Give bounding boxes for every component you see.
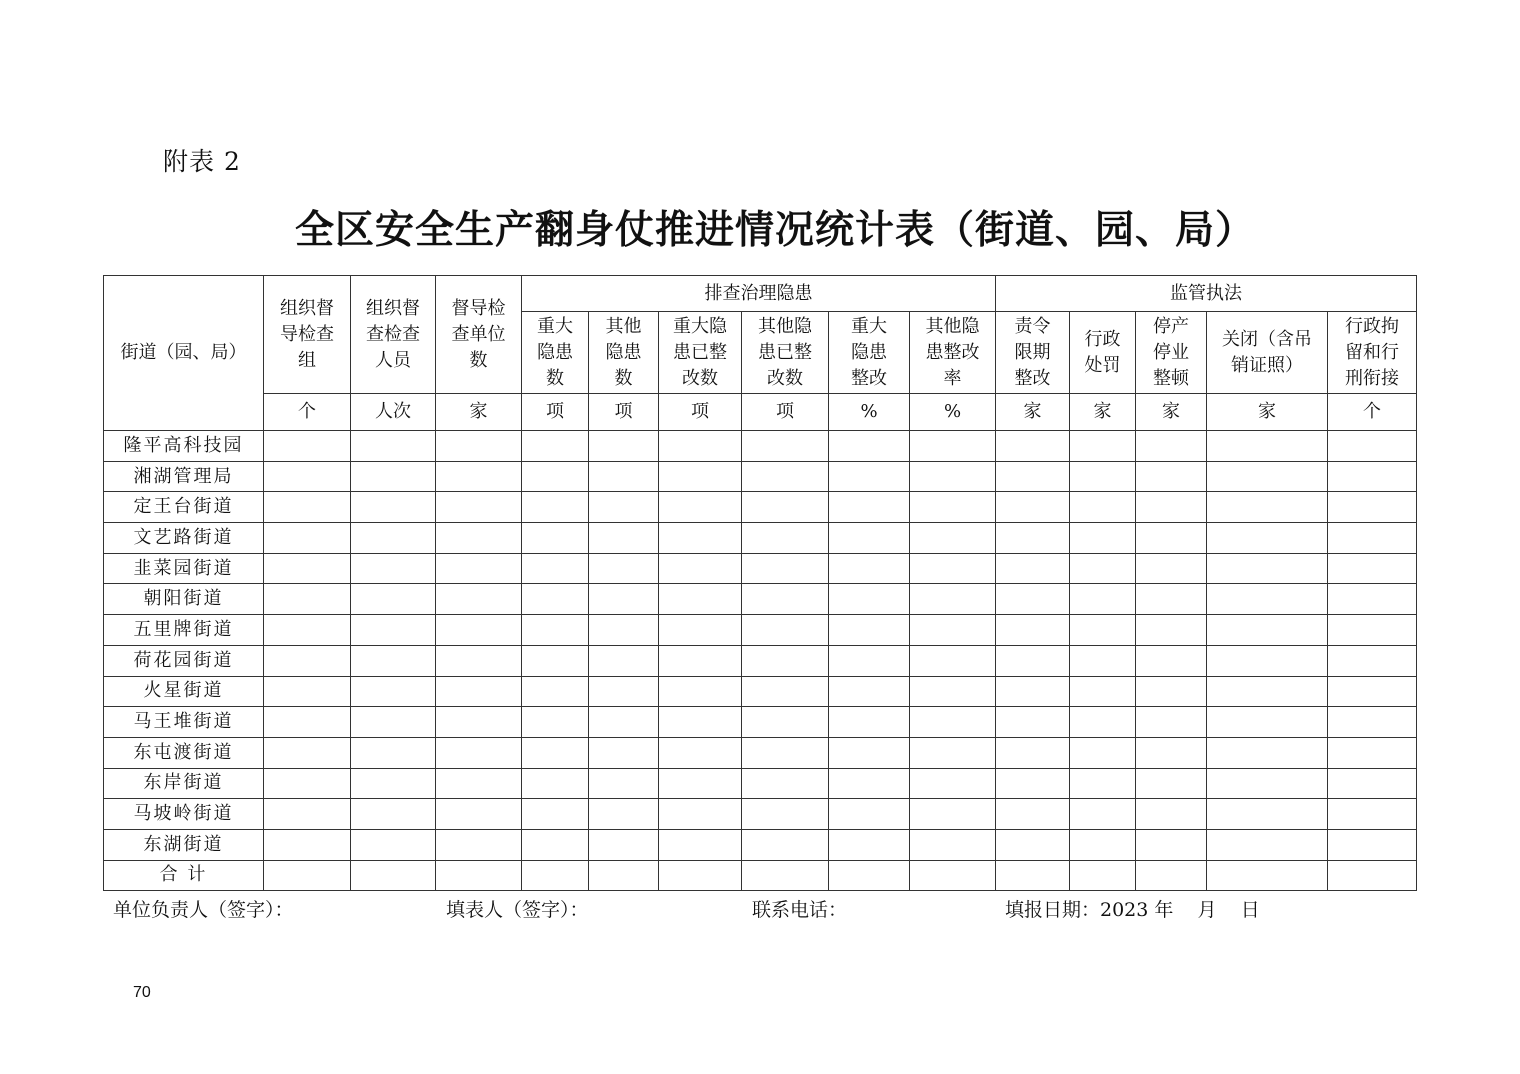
data-cell[interactable] xyxy=(522,645,589,676)
data-cell[interactable] xyxy=(996,584,1070,615)
row-name-cell: 湘湖管理局 xyxy=(104,461,264,492)
data-cell[interactable] xyxy=(996,860,1070,891)
data-cell[interactable] xyxy=(522,676,589,707)
data-cell[interactable] xyxy=(996,707,1070,738)
data-cell[interactable] xyxy=(742,615,829,646)
data-cell[interactable] xyxy=(659,645,742,676)
data-cell[interactable] xyxy=(1070,523,1136,554)
data-cell[interactable] xyxy=(742,461,829,492)
unit-cell: 个 xyxy=(1328,394,1417,431)
report-date-label: 填报日期：2023 年 月 日 xyxy=(1005,899,1260,921)
column-header: 重大 隐患 数 xyxy=(522,312,589,394)
data-cell[interactable] xyxy=(829,799,910,830)
data-cell[interactable] xyxy=(742,799,829,830)
data-cell[interactable] xyxy=(1070,645,1136,676)
row-name-cell: 合 计 xyxy=(104,860,264,891)
column-header: 停产 停业 整顿 xyxy=(1136,312,1207,394)
column-header: 督导检 查单位 数 xyxy=(436,276,522,394)
row-name-cell: 朝阳街道 xyxy=(104,584,264,615)
data-cell[interactable] xyxy=(1070,584,1136,615)
table-row xyxy=(104,737,1417,768)
data-cell[interactable] xyxy=(264,461,351,492)
data-cell[interactable] xyxy=(910,523,996,554)
data-cell[interactable] xyxy=(829,431,910,462)
data-cell[interactable] xyxy=(910,553,996,584)
data-cell[interactable] xyxy=(436,799,522,830)
data-cell[interactable] xyxy=(264,431,351,462)
row-name-cell: 东屯渡街道 xyxy=(104,737,264,768)
data-cell[interactable] xyxy=(351,829,436,860)
data-cell[interactable] xyxy=(264,860,351,891)
data-cell[interactable] xyxy=(910,799,996,830)
data-cell[interactable] xyxy=(1070,615,1136,646)
data-cell[interactable] xyxy=(351,799,436,830)
data-cell[interactable] xyxy=(351,584,436,615)
data-cell[interactable] xyxy=(1070,431,1136,462)
column-header: 组织督 查检查 人员 xyxy=(351,276,436,394)
page-number: 70 xyxy=(133,984,151,1001)
row-header-cell: 街道（园、局） xyxy=(104,276,264,431)
data-cell[interactable] xyxy=(910,645,996,676)
data-cell[interactable] xyxy=(910,676,996,707)
data-cell[interactable] xyxy=(589,737,659,768)
unit-cell: 人次 xyxy=(351,394,436,431)
data-cell[interactable] xyxy=(1136,676,1207,707)
data-cell[interactable] xyxy=(742,829,829,860)
data-cell[interactable] xyxy=(589,645,659,676)
data-cell[interactable] xyxy=(1328,523,1417,554)
data-cell[interactable] xyxy=(996,676,1070,707)
column-header: 行政拘 留和行 刑衔接 xyxy=(1328,312,1417,394)
data-cell[interactable] xyxy=(264,737,351,768)
data-cell[interactable] xyxy=(589,615,659,646)
data-cell[interactable] xyxy=(829,676,910,707)
data-cell[interactable] xyxy=(829,829,910,860)
data-cell[interactable] xyxy=(1070,768,1136,799)
unit-cell: 家 xyxy=(996,394,1070,431)
data-cell[interactable] xyxy=(522,737,589,768)
data-cell[interactable] xyxy=(351,615,436,646)
data-cell[interactable] xyxy=(1136,645,1207,676)
data-cell[interactable] xyxy=(1328,553,1417,584)
data-cell[interactable] xyxy=(264,707,351,738)
data-cell[interactable] xyxy=(996,768,1070,799)
data-cell[interactable] xyxy=(1207,553,1328,584)
data-cell[interactable] xyxy=(829,737,910,768)
data-cell[interactable] xyxy=(659,492,742,523)
unit-cell: % xyxy=(829,394,910,431)
data-cell[interactable] xyxy=(1328,584,1417,615)
data-cell[interactable] xyxy=(436,431,522,462)
data-cell[interactable] xyxy=(910,461,996,492)
data-cell[interactable] xyxy=(910,707,996,738)
header-row-units xyxy=(104,394,1417,431)
contact-phone-label: 联系电话： xyxy=(752,899,848,921)
data-cell[interactable] xyxy=(659,584,742,615)
data-cell[interactable] xyxy=(910,737,996,768)
data-cell[interactable] xyxy=(351,707,436,738)
data-cell[interactable] xyxy=(1070,676,1136,707)
data-cell[interactable] xyxy=(351,492,436,523)
data-cell[interactable] xyxy=(1136,553,1207,584)
data-cell[interactable] xyxy=(659,523,742,554)
unit-cell: 项 xyxy=(589,394,659,431)
data-cell[interactable] xyxy=(589,492,659,523)
data-cell[interactable] xyxy=(1207,523,1328,554)
data-cell[interactable] xyxy=(742,645,829,676)
data-cell[interactable] xyxy=(829,707,910,738)
row-name-cell: 马坡岭街道 xyxy=(104,799,264,830)
table-row xyxy=(104,553,1417,584)
unit-cell: 家 xyxy=(436,394,522,431)
table-row xyxy=(104,492,1417,523)
data-cell[interactable] xyxy=(742,492,829,523)
data-cell[interactable] xyxy=(589,829,659,860)
data-cell[interactable] xyxy=(1207,707,1328,738)
data-cell[interactable] xyxy=(1328,799,1417,830)
data-cell[interactable] xyxy=(589,584,659,615)
data-cell[interactable] xyxy=(742,553,829,584)
data-cell[interactable] xyxy=(659,707,742,738)
data-cell[interactable] xyxy=(829,768,910,799)
table-row xyxy=(104,799,1417,830)
data-cell[interactable] xyxy=(996,523,1070,554)
data-cell[interactable] xyxy=(1328,615,1417,646)
data-cell[interactable] xyxy=(351,645,436,676)
table-row xyxy=(104,645,1417,676)
data-cell[interactable] xyxy=(1207,768,1328,799)
data-cell[interactable] xyxy=(436,553,522,584)
data-cell[interactable] xyxy=(264,553,351,584)
data-cell[interactable] xyxy=(996,461,1070,492)
data-cell[interactable] xyxy=(1070,492,1136,523)
data-cell[interactable] xyxy=(1136,461,1207,492)
row-name-cell: 定王台街道 xyxy=(104,492,264,523)
data-cell[interactable] xyxy=(996,553,1070,584)
data-cell[interactable] xyxy=(1328,737,1417,768)
data-cell[interactable] xyxy=(829,492,910,523)
data-cell[interactable] xyxy=(1136,584,1207,615)
data-cell[interactable] xyxy=(351,523,436,554)
data-cell[interactable] xyxy=(589,431,659,462)
data-cell[interactable] xyxy=(1328,768,1417,799)
data-cell[interactable] xyxy=(742,860,829,891)
data-cell[interactable] xyxy=(264,523,351,554)
data-cell[interactable] xyxy=(436,584,522,615)
data-cell[interactable] xyxy=(522,523,589,554)
data-cell[interactable] xyxy=(1070,737,1136,768)
data-cell[interactable] xyxy=(996,737,1070,768)
data-cell[interactable] xyxy=(659,860,742,891)
header-row-groups xyxy=(104,276,1417,312)
data-cell[interactable] xyxy=(1136,829,1207,860)
data-cell[interactable] xyxy=(264,584,351,615)
data-cell[interactable] xyxy=(522,768,589,799)
data-cell[interactable] xyxy=(589,768,659,799)
data-cell[interactable] xyxy=(589,707,659,738)
data-cell[interactable] xyxy=(742,523,829,554)
data-cell[interactable] xyxy=(436,860,522,891)
data-cell[interactable] xyxy=(659,615,742,646)
data-cell[interactable] xyxy=(829,523,910,554)
data-cell[interactable] xyxy=(1207,676,1328,707)
data-cell[interactable] xyxy=(1070,829,1136,860)
unit-cell: 项 xyxy=(742,394,829,431)
row-name-cell: 韭菜园街道 xyxy=(104,553,264,584)
data-cell[interactable] xyxy=(829,860,910,891)
table-row xyxy=(104,523,1417,554)
column-header: 其他隐 患已整 改数 xyxy=(742,312,829,394)
data-cell[interactable] xyxy=(1207,829,1328,860)
row-name-cell: 火星街道 xyxy=(104,676,264,707)
table-row xyxy=(104,676,1417,707)
data-cell[interactable] xyxy=(742,676,829,707)
data-cell[interactable] xyxy=(351,768,436,799)
data-cell[interactable] xyxy=(996,799,1070,830)
data-cell[interactable] xyxy=(1328,492,1417,523)
data-cell[interactable] xyxy=(829,645,910,676)
data-cell[interactable] xyxy=(996,492,1070,523)
data-cell[interactable] xyxy=(1207,860,1328,891)
data-cell[interactable] xyxy=(1207,584,1328,615)
data-cell[interactable] xyxy=(264,645,351,676)
column-header: 其他 隐患 数 xyxy=(589,312,659,394)
data-cell[interactable] xyxy=(910,584,996,615)
data-cell[interactable] xyxy=(522,799,589,830)
data-cell[interactable] xyxy=(1207,431,1328,462)
data-cell[interactable] xyxy=(829,615,910,646)
data-cell[interactable] xyxy=(829,461,910,492)
table-row xyxy=(104,829,1417,860)
data-cell[interactable] xyxy=(1136,523,1207,554)
data-cell[interactable] xyxy=(589,553,659,584)
data-cell[interactable] xyxy=(1070,799,1136,830)
group-header: 排查治理隐患 xyxy=(522,276,996,312)
document-title: 全区安全生产翻身仗推进情况统计表（街道、园、局） xyxy=(294,207,1255,253)
data-cell[interactable] xyxy=(1328,676,1417,707)
data-cell[interactable] xyxy=(1328,829,1417,860)
data-cell[interactable] xyxy=(436,768,522,799)
data-cell[interactable] xyxy=(1136,799,1207,830)
data-cell[interactable] xyxy=(659,676,742,707)
data-cell[interactable] xyxy=(522,707,589,738)
data-cell[interactable] xyxy=(659,461,742,492)
data-cell[interactable] xyxy=(264,615,351,646)
data-cell[interactable] xyxy=(1207,461,1328,492)
data-cell[interactable] xyxy=(264,768,351,799)
data-cell[interactable] xyxy=(1328,860,1417,891)
unit-cell: 项 xyxy=(659,394,742,431)
unit-leader-signature-label: 单位负责人（签字）： xyxy=(113,899,294,921)
data-cell[interactable] xyxy=(996,431,1070,462)
row-name-cell: 东岸街道 xyxy=(104,768,264,799)
data-cell[interactable] xyxy=(1136,768,1207,799)
data-cell[interactable] xyxy=(436,737,522,768)
data-cell[interactable] xyxy=(436,492,522,523)
data-cell[interactable] xyxy=(589,523,659,554)
data-cell[interactable] xyxy=(264,676,351,707)
data-cell[interactable] xyxy=(1136,615,1207,646)
data-cell[interactable] xyxy=(351,860,436,891)
data-cell[interactable] xyxy=(742,768,829,799)
data-cell[interactable] xyxy=(522,553,589,584)
data-cell[interactable] xyxy=(1207,492,1328,523)
data-cell[interactable] xyxy=(264,492,351,523)
data-cell[interactable] xyxy=(351,461,436,492)
row-name-cell: 隆平高科技园 xyxy=(104,431,264,462)
data-cell[interactable] xyxy=(659,553,742,584)
column-header: 责令 限期 整改 xyxy=(996,312,1070,394)
table-row xyxy=(104,707,1417,738)
data-cell[interactable] xyxy=(436,615,522,646)
data-cell[interactable] xyxy=(1136,707,1207,738)
data-cell[interactable] xyxy=(264,799,351,830)
data-cell[interactable] xyxy=(1207,645,1328,676)
data-cell[interactable] xyxy=(522,860,589,891)
data-cell[interactable] xyxy=(910,615,996,646)
data-cell[interactable] xyxy=(1136,737,1207,768)
unit-cell: 家 xyxy=(1070,394,1136,431)
row-name-cell: 五里牌街道 xyxy=(104,615,264,646)
data-cell[interactable] xyxy=(522,431,589,462)
data-cell[interactable] xyxy=(1207,615,1328,646)
data-cell[interactable] xyxy=(742,707,829,738)
group-header: 监管执法 xyxy=(996,276,1417,312)
data-cell[interactable] xyxy=(436,645,522,676)
data-cell[interactable] xyxy=(1136,492,1207,523)
data-cell[interactable] xyxy=(1136,860,1207,891)
data-cell[interactable] xyxy=(351,737,436,768)
unit-cell: 家 xyxy=(1207,394,1328,431)
data-cell[interactable] xyxy=(659,431,742,462)
data-cell[interactable] xyxy=(522,615,589,646)
data-cell[interactable] xyxy=(996,615,1070,646)
unit-cell: 项 xyxy=(522,394,589,431)
data-cell[interactable] xyxy=(996,645,1070,676)
data-cell[interactable] xyxy=(1207,799,1328,830)
table-row xyxy=(104,584,1417,615)
data-cell[interactable] xyxy=(659,768,742,799)
filler-signature-label: 填表人（签字）： xyxy=(446,899,589,921)
table-row xyxy=(104,461,1417,492)
row-name-cell: 荷花园街道 xyxy=(104,645,264,676)
data-cell[interactable] xyxy=(264,829,351,860)
data-cell[interactable] xyxy=(351,553,436,584)
column-header: 重大隐 患已整 改数 xyxy=(659,312,742,394)
data-cell[interactable] xyxy=(1070,461,1136,492)
data-cell[interactable] xyxy=(1328,645,1417,676)
data-cell[interactable] xyxy=(436,829,522,860)
data-cell[interactable] xyxy=(436,523,522,554)
data-cell[interactable] xyxy=(436,461,522,492)
statistics-table xyxy=(103,275,1417,891)
data-cell[interactable] xyxy=(996,829,1070,860)
data-cell[interactable] xyxy=(351,676,436,707)
column-header: 组织督 导检查 组 xyxy=(264,276,351,394)
data-cell[interactable] xyxy=(522,461,589,492)
unit-cell: % xyxy=(910,394,996,431)
data-cell[interactable] xyxy=(589,860,659,891)
unit-cell: 家 xyxy=(1136,394,1207,431)
data-cell[interactable] xyxy=(829,584,910,615)
data-cell[interactable] xyxy=(742,737,829,768)
row-name-cell: 马王堆街道 xyxy=(104,707,264,738)
table-row xyxy=(104,615,1417,646)
data-cell[interactable] xyxy=(742,584,829,615)
data-cell[interactable] xyxy=(910,768,996,799)
data-cell[interactable] xyxy=(1328,431,1417,462)
data-cell[interactable] xyxy=(351,431,436,462)
data-cell[interactable] xyxy=(522,829,589,860)
data-cell[interactable] xyxy=(1070,707,1136,738)
data-cell[interactable] xyxy=(910,431,996,462)
attachment-label: 附表 2 xyxy=(163,147,241,176)
data-cell[interactable] xyxy=(522,584,589,615)
data-cell[interactable] xyxy=(589,461,659,492)
data-cell[interactable] xyxy=(1328,461,1417,492)
data-cell[interactable] xyxy=(659,799,742,830)
data-cell[interactable] xyxy=(829,553,910,584)
data-cell[interactable] xyxy=(522,492,589,523)
data-cell[interactable] xyxy=(910,492,996,523)
data-cell[interactable] xyxy=(742,431,829,462)
table-row xyxy=(104,431,1417,462)
column-header: 关闭（含吊 销证照） xyxy=(1207,312,1328,394)
data-cell[interactable] xyxy=(910,860,996,891)
data-cell[interactable] xyxy=(1136,431,1207,462)
data-cell[interactable] xyxy=(589,676,659,707)
data-cell[interactable] xyxy=(910,829,996,860)
data-cell[interactable] xyxy=(436,707,522,738)
data-cell[interactable] xyxy=(1328,707,1417,738)
column-header: 行政 处罚 xyxy=(1070,312,1136,394)
data-cell[interactable] xyxy=(589,799,659,830)
unit-cell: 个 xyxy=(264,394,351,431)
data-cell[interactable] xyxy=(659,737,742,768)
data-cell[interactable] xyxy=(659,829,742,860)
data-cell[interactable] xyxy=(1207,737,1328,768)
table-total-row xyxy=(104,860,1417,891)
row-name-cell: 文艺路街道 xyxy=(104,523,264,554)
row-name-cell: 东湖街道 xyxy=(104,829,264,860)
table-row xyxy=(104,768,1417,799)
column-header: 重大 隐患 整改 xyxy=(829,312,910,394)
column-header: 其他隐 患整改 率 xyxy=(910,312,996,394)
data-cell[interactable] xyxy=(1070,860,1136,891)
data-cell[interactable] xyxy=(1070,553,1136,584)
data-cell[interactable] xyxy=(436,676,522,707)
